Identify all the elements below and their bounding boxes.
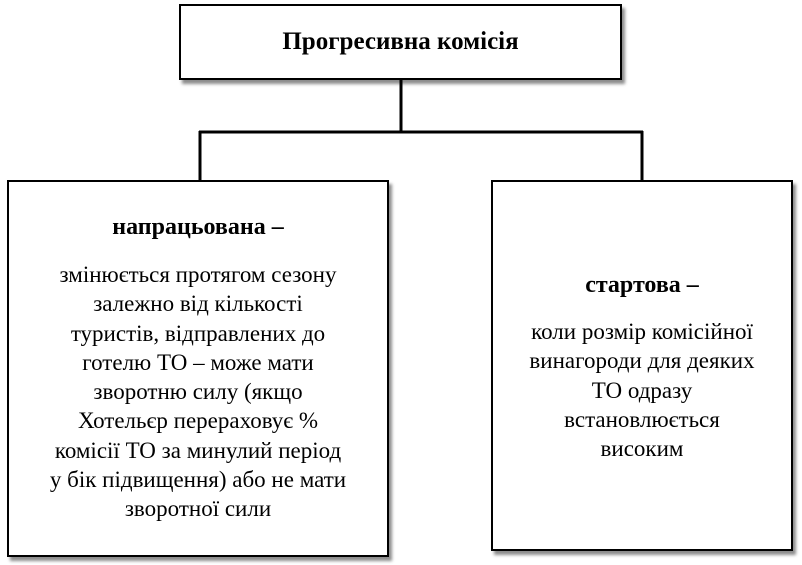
description-line: готелю ТО – може мати — [82, 349, 314, 375]
branch-term: стартова – — [585, 272, 699, 298]
branch-description — [497, 317, 787, 463]
description-line: комісії ТО за минулий період — [54, 437, 342, 463]
description-line: Хотельєр перераховує % — [77, 408, 319, 434]
description-line: встановлюється — [564, 406, 720, 432]
description-line: винагороди для деяких — [529, 348, 755, 374]
description-line: туристів, відправлених до — [70, 320, 326, 346]
description-line: зворотню силу (якщо — [93, 379, 303, 405]
root-node — [179, 4, 622, 80]
branch-description — [11, 260, 385, 524]
description-line: у бік підвищення) або не мати — [49, 467, 347, 493]
description-line: ТО одразу — [591, 377, 693, 403]
root-title: Прогресивна комісія — [282, 28, 519, 55]
description-line: високим — [600, 436, 684, 462]
branch-node-accrued — [7, 180, 389, 557]
branch-node-starting — [491, 180, 793, 551]
description-line: залежно від кількості — [93, 291, 303, 317]
description-line: коли розмір комісійної — [531, 319, 753, 344]
description-line: зворотної сили — [124, 496, 272, 522]
branch-term: напрацьована – — [112, 214, 284, 240]
description-line: змінюється протягом сезону — [59, 262, 337, 287]
